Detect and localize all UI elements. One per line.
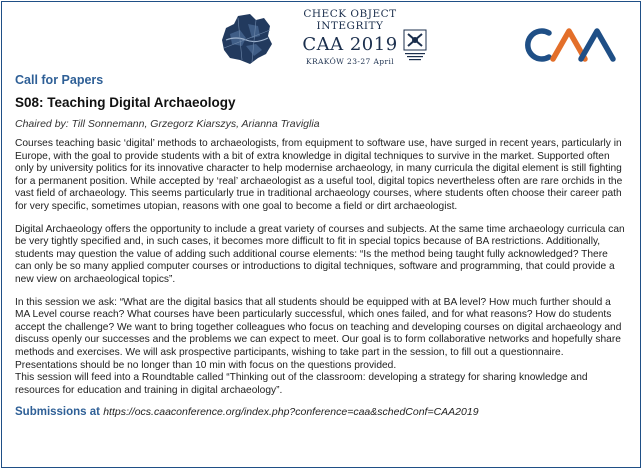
conference-name: CAA 2019 [302,34,398,55]
university-crest-icon [402,29,428,63]
page-frame [1,1,641,468]
caa-logo-icon [519,27,629,63]
krakow-map-icon [216,10,276,66]
session-chairs: Chaired by: Till Sonnemann, Grzegorz Kiarszys, Arianna Traviglia [15,118,320,130]
header [2,2,642,70]
conference-title-block [280,8,420,66]
paragraph-intro: Courses teaching basic ‘digital’ methods to archaeologists, from equipment to software use, have surged in recent years, particularly in Europe, with the goal to provide students with a bit of extra knowledge in digital techniques to survive in the market. Supported often only by university politics for its innovative character to help modernise archaeology, in many curricula the digital element is still fighting for a permanent position. While accepted by ‘real’ archaeologist as a useful tool, digital topics nevertheless often are rare orchids in the vast field of archaeology. This seems particularly true in traditional archaeology courses, where students often choose their career path for very specific, sometimes utopian, reasons with one goal to become a field or dirt archaeologist. [15,138,623,212]
submissions-label: Submissions at [15,406,100,419]
paragraph-opportunity: Digital Archaeology offers the opportunity to include a great variety of courses and subjects. At the same time archaeology curricula can be very tightly specified and, in such cases, it becomes more difficult to fit in special topics because of BA restrictions. Additionally, students may question the value of adding such additional course elements: “Is the method being taught fully acknowledged? There can only be so many applied computer courses or introductions to digital techniques, software and programming, that could provide a new view on archaeological topics”. [15,223,625,285]
content [15,73,627,418]
conference-dates: KRAKÓW 23-27 April [305,57,395,66]
paragraph-roundtable: This session will feed into a Roundtable called “Thinking out of the classroom: developing a strategy for sharing knowledge and resources for education and training in digital archaeology”. [15,372,588,396]
submissions-link[interactable]: https://ocs.caaconference.org/index.php?conference=caa&schedConf=CAA2019 [103,406,479,419]
submissions-line [15,406,627,418]
paragraph-questions: In this session we ask: “What are the digital basics that all students should be equipped with at BA level? How much further should a MA Level course reach? What courses have been particularly successful, which ones failed, and for what reasons? How do students accept the challenge? We want to bring together colleagues who focus on teaching and developing courses on digital archaeology and discuss openly our successes and the problems we can expect to meet. Our goal is to form collaborative networks and hopefully share methods and exercises. We will ask prospective participants, wishing to take part in the session, to fill out a questionnaire. Presentations should be no longer than 10 min with focus on the questions provided. [15,296,622,371]
call-for-papers-label: Call for Papers [15,73,104,87]
session-title: S08: Teaching Digital Archaeology [15,95,236,110]
conference-tagline: CHECK OBJECT INTEGRITY [303,8,397,32]
